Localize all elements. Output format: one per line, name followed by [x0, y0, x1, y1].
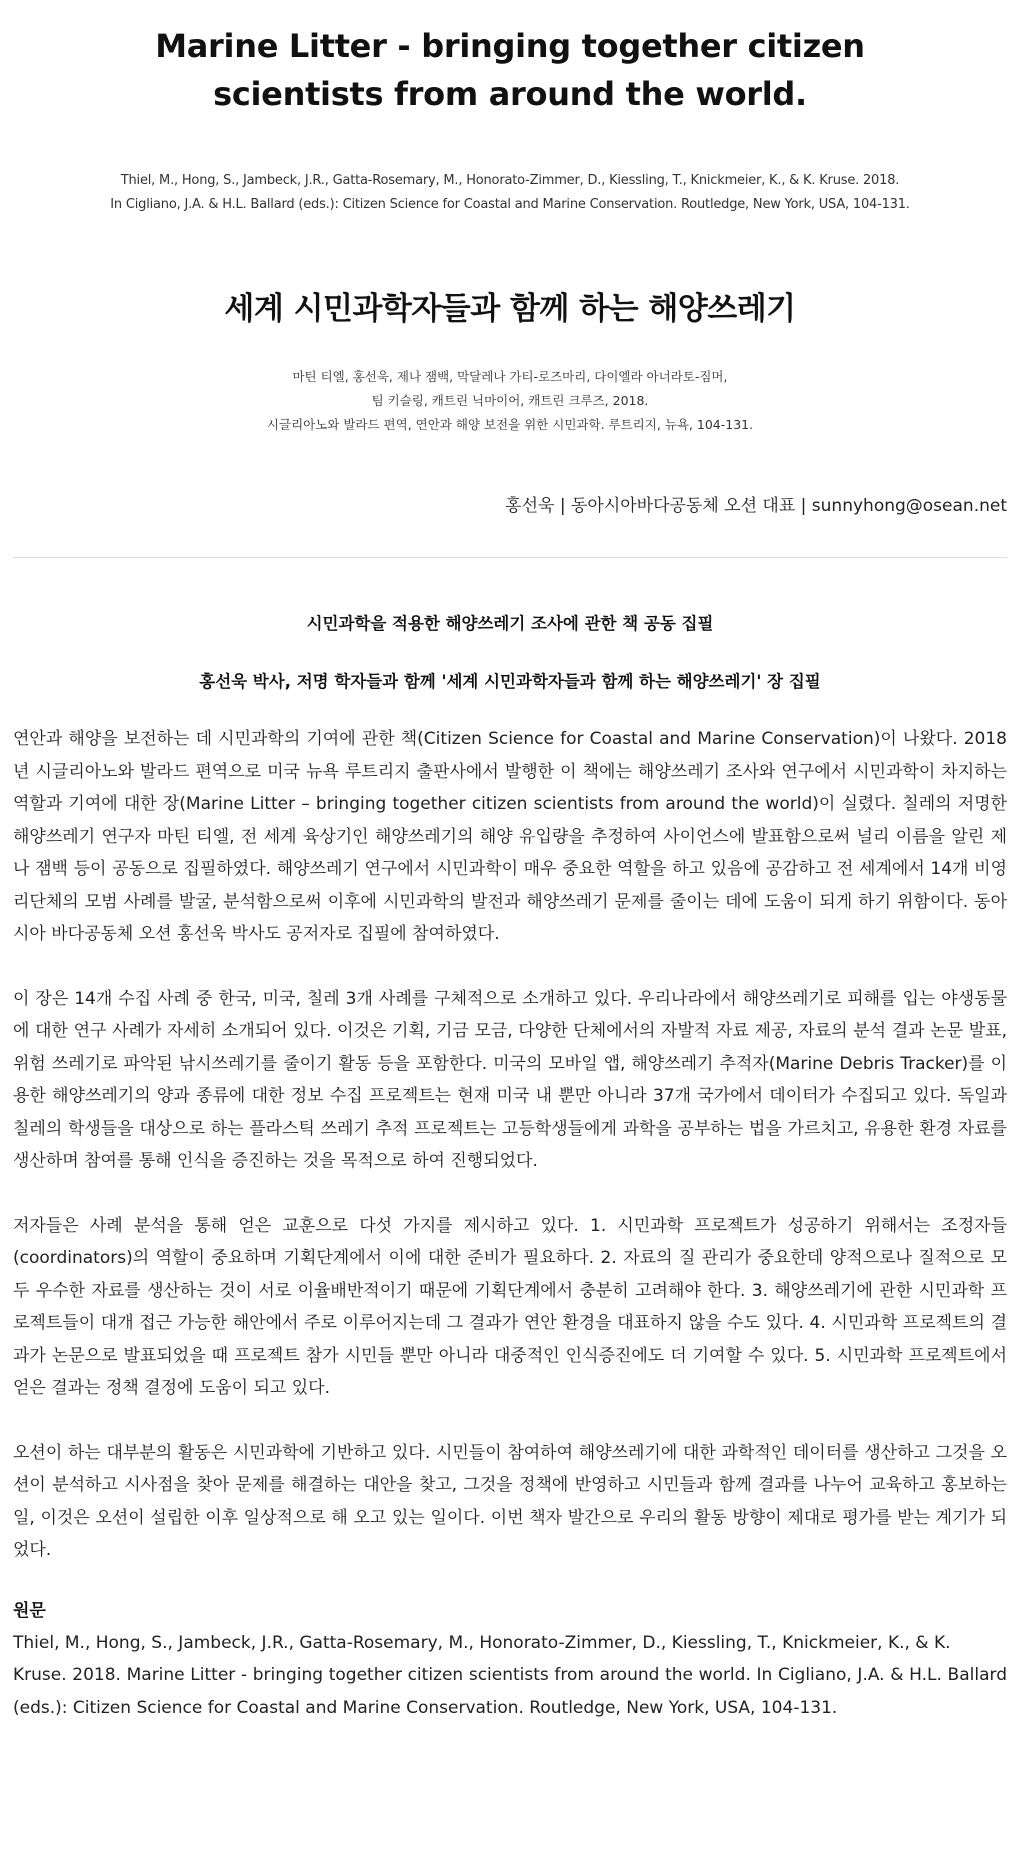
body-paragraph: 오션이 하는 대부분의 활동은 시민과학에 기반하고 있다. 시민들이 참여하여 해양쓰레기에 대한 과학적인 데이터를 생산하고 그것을 오션이 분석하고 시사점을 찾아 문제를 해결하는 대안을 찾고, 그것을 정책에 반영하고 시민들과 함께 결과를 나누어 교육하고 홍보하는 일, 이것은 오션이 설립한 이후 일상적으로 해 오고 있는 일이다. 이번 책자 발간으로 우리의 활동 방향이 제대로 평가를 받는 계기가 되었다.: [13, 1442, 1007, 1560]
body-paragraph: 저자들은 사례 분석을 통해 얻은 교훈으로 다섯 가지를 제시하고 있다. 1. 시민과학 프로젝트가 성공하기 위해서는 조정자들(coordinators)의 역할이 중요하며 기획단계에서 이에 대한 준비가 필요하다. 2. 자료의 질 관리가 중요한데 양적으로나 질적으로 모두 우수한 자료를 생산하는 것이 서로 이율배반적이기 때문에 기획단계에서 충분히 고려해야 한다. 3. 해양쓰레기에 관한 시민과학 프로젝트들이 대개 접근 가능한 해안에서 주로 이루어지는데 그 결과가 연안 환경을 대표하지 않을 수도 있다. 4. 시민과학 프로젝트의 결과가 논문으로 발표되었을 때 프로젝트 참가 시민들 뿐만 아니라 대중적인 인식증진에도 더 기여할 수 있다. 5. 시민과학 프로젝트에서 얻은 결과는 정책 결정에 도움이 되고 있다.: [13, 1215, 1007, 1398]
korean-authors-line: 팀 키슬링, 캐트린 닉마이어, 캐트린 크루즈, 2018.: [371, 393, 649, 408]
article-page: [10, 0, 1010, 1724]
author-byline: 홍선욱 | 동아시아바다공동체 오션 대표 | sunnyhong@osean.net: [505, 496, 1007, 516]
korean-authors-line: 시글리아노와 발라드 편역, 연안과 해양 보전을 위한 시민과학. 루트리지, 뉴욕, 104-131.: [266, 417, 754, 432]
body-paragraph: 연안과 해양을 보전하는 데 시민과학의 기여에 관한 책(Citizen Science for Coastal and Marine Conservation)이 나왔다. 2018년 시글리아노와 발라드 편역으로 미국 뉴욕 루트리지 출판사에서 발행한 이 책에는 해양쓰레기 조사와 연구에서 시민과학이 차지하는 역할과 기여에 대한 장(Marine Litter – bringing together citizen scientists from around the world)이 실렸다. 칠레의 저명한 해양쓰레기 연구자 마틴 티엘, 전 세계 육상기인 해양쓰레기의 해양 유입량을 추정하여 사이언스에 발표함으로써 널리 이름을 알린 제나 잼백 등이 공동으로 집필하였다. 해양쓰레기 연구에서 시민과학이 매우 중요한 역할을 하고 있음에 공감하고 전 세계에서 14개 비영리단체의 모범 사례를 발굴, 분석함으로써 이후에 시민과학의 발전과 해양쓰레기 문제를 줄이는 데에 도움이 되게 하기 위함이다. 동아시아 바다공동체 오션 홍선욱 박사도 공저자로 집필에 참여하였다.: [13, 729, 1007, 944]
english-citation-line: Thiel, M., Hong, S., Jambeck, J.R., Gatta-Rosemary, M., Honorato-Zimmer, D., Kiessling, T., Knickmeier, K., & K. Kruse. 2018.: [120, 173, 900, 188]
source-reference-line: Thiel, M., Hong, S., Jambeck, J.R., Gatta-Rosemary, M., Honorato-Zimmer, D., Kiessling, T., Knickmeier, K., & K.: [13, 1632, 951, 1653]
english-citation: [10, 169, 1010, 217]
article-body: [10, 723, 1010, 1567]
korean-title: 세계 시민과학자들과 함께 하는 해양쓰레기: [224, 291, 796, 327]
source-reference-line: Kruse. 2018. Marine Litter - bringing together citizen scientists from around the world. In Cigliano, J.A. & H.L. Ballard (eds.): Citizen Science for Coastal and Marine Conservation. Routledge, New York, USA, 104-131.: [13, 1665, 1007, 1718]
english-title: Marine Litter - bringing together citizen scientists from around the world.: [155, 27, 865, 113]
article-subtitle: 홍선욱 박사, 저명 학자들과 함께 '세계 시민과학자들과 함께 하는 해양쓰레기' 장 집필: [199, 672, 821, 691]
article-subtitle: 시민과학을 적용한 해양쓰레기 조사에 관한 책 공동 집필: [306, 614, 714, 633]
divider: [13, 557, 1007, 558]
body-paragraph: 이 장은 14개 수집 사례 중 한국, 미국, 칠레 3개 사례를 구체적으로 소개하고 있다. 우리나라에서 해양쓰레기로 피해를 입는 야생동물에 대한 연구 사례가 자세히 소개되어 있다. 이것은 기획, 기금 모금, 다양한 단체에서의 자발적 자료 제공, 자료의 분석 결과 논문 발표, 위험 쓰레기로 파악된 낚시쓰레기를 줄이기 활동 등을 포함한다. 미국의 모바일 앱, 해양쓰레기 추적자(Marine Debris Tracker)를 이용한 해양쓰레기의 양과 종류에 대한 정보 수집 프로젝트는 현재 미국 내 뿐만 아니라 37개 국가에서 데이터가 수집되고 있다. 독일과 칠레의 학생들을 대상으로 하는 플라스틱 쓰레기 추적 프로젝트는 고등학생들에게 과학을 공부하는 법을 가르치고, 유용한 환경 자료를 생산하며 참여를 통해 인식을 증진하는 것을 목적으로 하여 진행되었다.: [13, 988, 1007, 1171]
english-citation-line: In Cigliano, J.A. & H.L. Ballard (eds.): Citizen Science for Coastal and Marine Conservation. Routledge, New York, USA, 104-131.: [110, 197, 910, 212]
korean-authors: [10, 365, 1010, 437]
source-heading: 원문: [13, 1600, 46, 1621]
korean-authors-line: 마틴 티엘, 홍선욱, 제나 잼백, 막달레나 가티-로즈마리, 다이엘라 아너라토-짐머,: [292, 369, 728, 384]
